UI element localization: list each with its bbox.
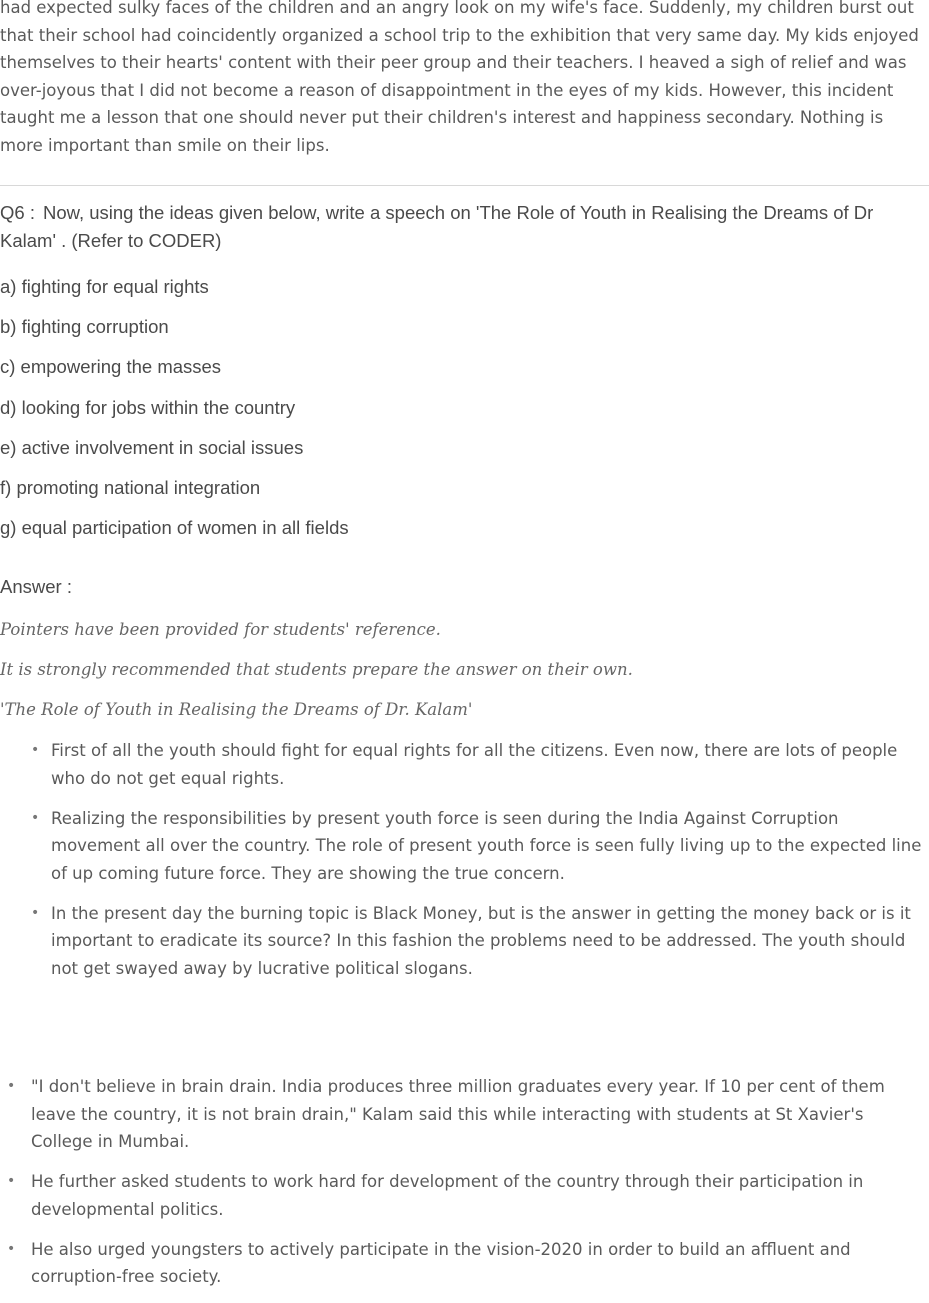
bullet-icon: • <box>31 809 40 826</box>
bullet-icon: • <box>31 742 40 758</box>
list-item-text: He further asked students to work hard for development of the country through their participation in developmental politics. <box>31 1172 864 1219</box>
question-text: Now, using the ideas given below, write a speech on 'The Role of Youth in Realising the Dreams of Dr Kalam' . (Refer to CODER) <box>0 202 874 251</box>
answer-note: Pointers have been provided for students' reference. <box>0 620 441 639</box>
question-label: Q6 : <box>0 202 35 223</box>
list-item <box>0 1168 929 1223</box>
answer-bullets-first <box>0 737 929 995</box>
list-item <box>0 805 929 888</box>
question-point: f) promoting national integration <box>0 476 261 498</box>
list-item-text: In the present day the burning topic is Black Money, but is the answer in getting the money back or is it important to eradicate its source? In this fashion the problems need to be addressed. The youth should not get swayed away by lucrative political slogans. <box>51 903 911 978</box>
list-item-text: He also urged youngsters to actively participate in the vision-2020 in order to build an affluent and corruption-free society. <box>31 1239 851 1286</box>
list-item-text: Realizing the responsibilities by present youth force is seen during the India Against Corruption movement all over the country. The role of present youth force is seen fully living up to the expected line of up coming future force. They are showing the true concern. <box>51 808 922 883</box>
question-point: a) fighting for equal rights <box>0 276 209 297</box>
list-item <box>0 1236 929 1291</box>
question-point: e) active involvement in social issues <box>0 436 304 458</box>
question-heading <box>0 199 929 255</box>
intro-paragraph: had expected sulky faces of the children and an angry look on my wife's face. Suddenly, my children burst out that their school had coincidently organized a school trip to the exhibition that very same day. My kids enjoyed themselves to their hearts' content with their peer group and their teachers. I heaved a sigh of relief and was over-joyous that I did not become a reason of disappointment in the eyes of my kids. However, this incident taught me a lesson that one should never put their children's interest and happiness secondary. Nothing is more important than smile on their lips. <box>0 0 919 155</box>
list-item <box>0 900 929 983</box>
bullet-icon: • <box>7 1240 16 1257</box>
question-point: c) empowering the masses <box>0 356 222 378</box>
answer-notes <box>0 617 929 737</box>
list-item-text: "I don't believe in brain drain. India produces three million graduates every year. If 10 per cent of them leave the country, it is not brain drain," Kalam said this while interacting with students at St Xavier's College in Mumbai. <box>31 1077 885 1151</box>
answer-label: Answer : <box>0 576 72 597</box>
answer-bullets-second <box>0 1073 929 1303</box>
speech-title: 'The Role of Youth in Realising the Dreams of Dr. Kalam' <box>0 700 473 719</box>
question-point: d) looking for jobs within the country <box>0 396 296 418</box>
list-item <box>0 737 929 792</box>
question-point: b) fighting corruption <box>0 316 169 338</box>
bullet-icon: • <box>7 1078 16 1094</box>
answer-note: It is strongly recommended that students prepare the answer on their own. <box>0 660 633 679</box>
section-divider <box>0 185 929 186</box>
question-points <box>0 267 929 548</box>
list-item <box>0 1073 929 1156</box>
bullet-icon: • <box>31 904 40 921</box>
question-point: g) equal participation of women in all fields <box>0 517 349 539</box>
question-block <box>0 199 929 548</box>
list-item-text: First of all the youth should fight for equal rights for all the citizens. Even now, there are lots of people who do not get equal rights. <box>51 741 898 788</box>
bullet-icon: • <box>7 1173 16 1189</box>
